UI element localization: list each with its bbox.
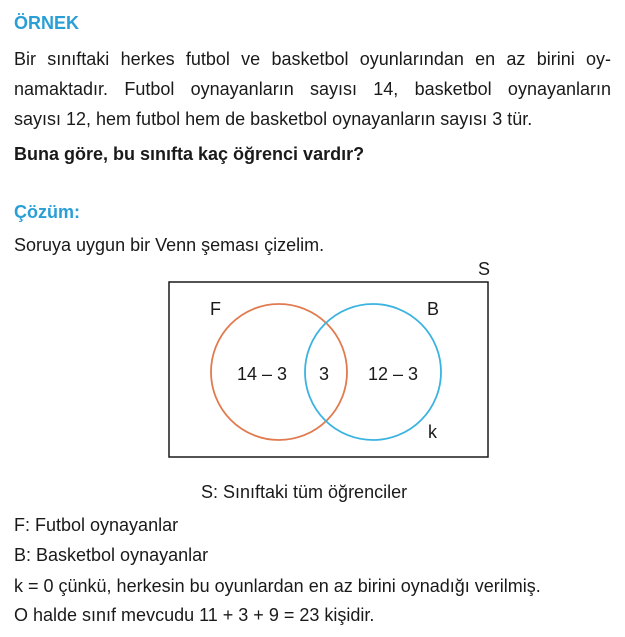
solution-intro: Soruya uygun bir Venn şeması çizelim. [14, 235, 325, 255]
intersection-region: 3 [319, 364, 330, 384]
problem-line-2: namaktadır. Futbol oynayanların sayısı 14, basketbol oynayanların [14, 79, 611, 99]
only-b-region: 12 – 3 [368, 364, 419, 384]
only-f-region: 14 – 3 [237, 364, 288, 384]
problem-line-3: sayısı 12, hem futbol hem de basketbol oynayanların sayısı 3 tür. [14, 109, 533, 129]
venn-caption: S: Sınıftaki tüm öğrenciler [201, 482, 408, 502]
outside-region-label: k [428, 422, 437, 442]
conclusion-line-1: k = 0 çünkü, herkesin bu oyunlardan en az birini oynadığı verilmiş. [14, 576, 541, 596]
universe-label: S [478, 259, 491, 279]
problem-line-1: Bir sınıftaki herkes futbol ve basketbol oyunlarından en az birini oy- [14, 49, 611, 69]
solution-heading: Çözüm: [14, 202, 80, 222]
legend-b: B: Basketbol oynayanlar [14, 545, 209, 565]
conclusion-line-2: O halde sınıf mevcudu 11 + 3 + 9 = 23 kişidir. [14, 605, 375, 625]
legend-f: F: Futbol oynayanlar [14, 515, 179, 535]
set-b-label: B [427, 299, 440, 319]
question-text: Buna göre, bu sınıfta kaç öğrenci vardır? [14, 144, 365, 164]
set-f-label: F [210, 299, 221, 319]
example-heading: ÖRNEK [14, 13, 80, 33]
